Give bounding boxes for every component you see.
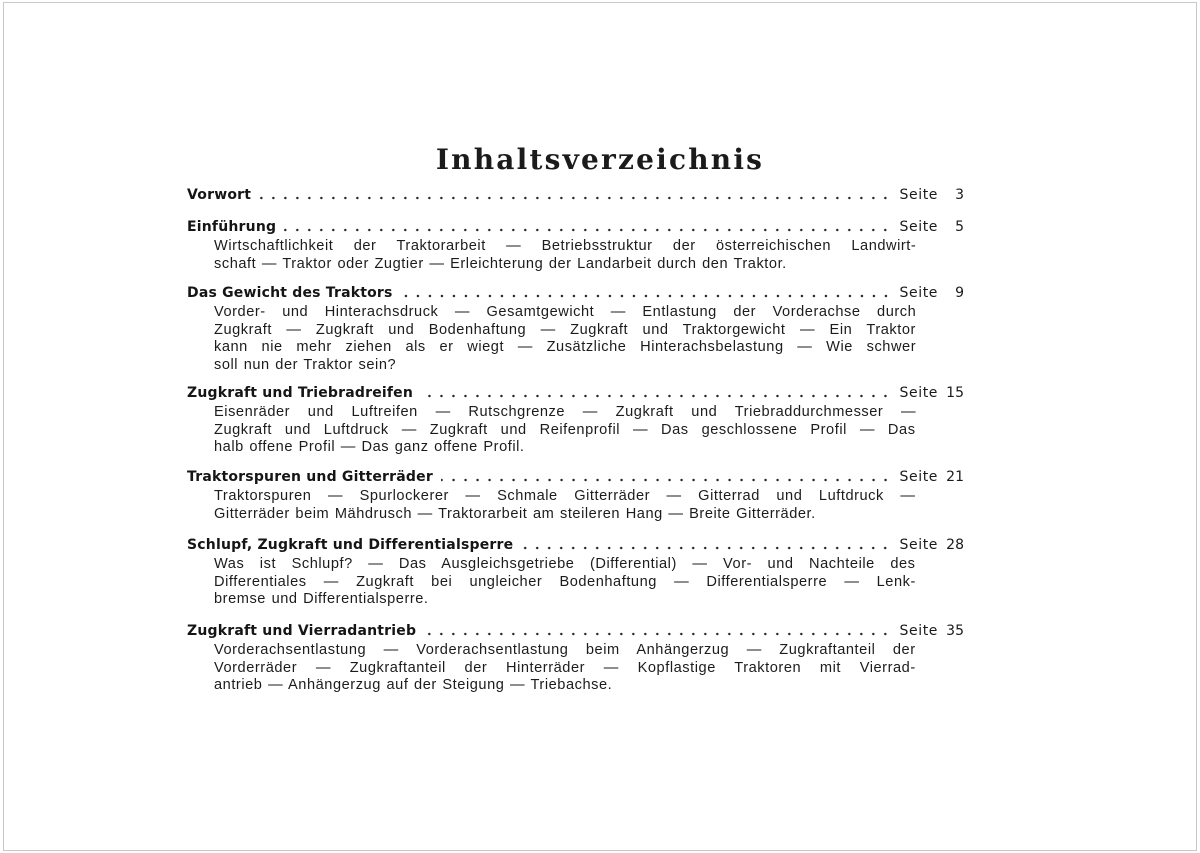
dot-leader <box>259 195 891 201</box>
description-line: Wirtschaftlichkeit der Traktorarbeit — Betriebsstruktur der österreichischen Landwirt- <box>214 238 917 254</box>
description-line: soll nun der Traktor sein? <box>214 356 397 373</box>
toc-entry-title: Zugkraft und Vierradantrieb <box>187 623 417 639</box>
toc-entry-heading <box>187 282 964 304</box>
description-line: Traktorspuren — Spurlockerer — Schmale Gitterräder — Gitterrad und Luftdruck — <box>214 488 916 504</box>
toc-entry-title: Traktorspuren und Gitterräder <box>187 469 433 485</box>
description-line: antrieb — Anhängerzug auf der Steigung — Triebachse. <box>214 677 613 694</box>
description-line: Zugkraft — Zugkraft und Bodenhaftung — Zugkraft und Traktorgewicht — Ein Traktor <box>214 321 916 338</box>
toc-entry-description <box>214 488 916 523</box>
dot-leader <box>424 631 891 637</box>
toc-entry <box>187 282 964 374</box>
page-number: 21 <box>946 469 964 485</box>
toc-entry-title: Schlupf, Zugkraft und Differentialsperre <box>187 537 514 553</box>
seite-label: Seite <box>899 285 938 301</box>
dot-leader <box>401 293 892 299</box>
toc-entry-heading <box>187 466 964 488</box>
toc-entry-description <box>214 556 916 609</box>
dot-leader <box>421 393 891 399</box>
description-line: halb offene Profil — Das ganz offene Profil. <box>214 439 525 456</box>
toc-entry-title: Zugkraft und Triebradreifen <box>187 385 414 401</box>
seite-label: Seite <box>899 187 938 203</box>
toc-entry-description <box>214 304 916 374</box>
seite-label: Seite <box>899 219 938 235</box>
page-title: Inhaltsverzeichnis <box>435 142 765 176</box>
description-line: Vorderräder — Zugkraftanteil der Hinterräder — Kopflastige Traktoren mit Vierrad- <box>214 659 916 676</box>
description-line: kann nie mehr ziehen als er wiegt — Zusätzliche Hinterachsbelastung — Wie schwer <box>214 339 917 356</box>
description-line: bremse und Differentialsperre. <box>214 591 429 608</box>
seite-label: Seite <box>899 385 938 401</box>
description-line: Vorder- und Hinterachsdruck — Gesamtgewicht — Entlastung der Vorderachse durch <box>214 304 917 320</box>
dot-leader <box>441 477 892 483</box>
toc-entry <box>187 620 964 695</box>
seite-label: Seite <box>899 469 938 485</box>
toc-entry-description <box>214 404 916 457</box>
description-line: Zugkraft und Luftdruck — Zugkraft und Reifenprofil — Das geschlossene Profil — Das <box>214 421 916 438</box>
page-number: 9 <box>955 285 964 301</box>
toc-entry <box>187 466 964 523</box>
seite-label: Seite <box>899 537 938 553</box>
description-line: Eisenräder und Luftreifen — Rutschgrenze — Zugkraft und Triebraddurchmesser — <box>214 404 917 420</box>
toc-entry-description <box>214 642 916 695</box>
page-number: 5 <box>955 219 964 235</box>
toc-entry-title: Vorwort <box>187 187 252 203</box>
toc-entry-heading <box>187 216 964 238</box>
toc-entry-title: Das Gewicht des Traktors <box>187 285 393 301</box>
toc-entry-heading <box>187 620 964 642</box>
toc-entry-heading <box>187 382 964 404</box>
description-line: Vorderachsentlastung — Vorderachsentlastung beim Anhängerzug — Zugkraftanteil der <box>214 642 916 658</box>
seite-label: Seite <box>899 623 938 639</box>
toc-entry <box>187 216 964 273</box>
toc-entry-heading <box>187 534 964 556</box>
description-line: schaft — Traktor oder Zugtier — Erleichterung der Landarbeit durch den Traktor. <box>214 255 787 272</box>
toc-entry <box>187 382 964 457</box>
page-number: 3 <box>955 187 964 203</box>
toc-entry-description <box>214 238 916 273</box>
description-line: Gitterräder beim Mähdrusch — Traktorarbeit am steileren Hang — Breite Gitterräder. <box>214 505 816 522</box>
description-line: Differentiales — Zugkraft bei ungleicher Bodenhaftung — Differentialsperre — Lenk- <box>214 573 916 590</box>
page-number: 15 <box>946 385 964 401</box>
dot-leader <box>284 227 891 233</box>
toc-entry <box>187 184 964 206</box>
toc-entry-heading <box>187 184 964 206</box>
dot-leader <box>521 545 891 551</box>
description-line: Was ist Schlupf? — Das Ausgleichsgetriebe (Differential) — Vor- und Nachteile des <box>214 556 916 572</box>
page-number: 28 <box>946 537 964 553</box>
page-number: 35 <box>946 623 964 639</box>
toc-entry <box>187 534 964 609</box>
toc-entry-title: Einführung <box>187 219 277 235</box>
